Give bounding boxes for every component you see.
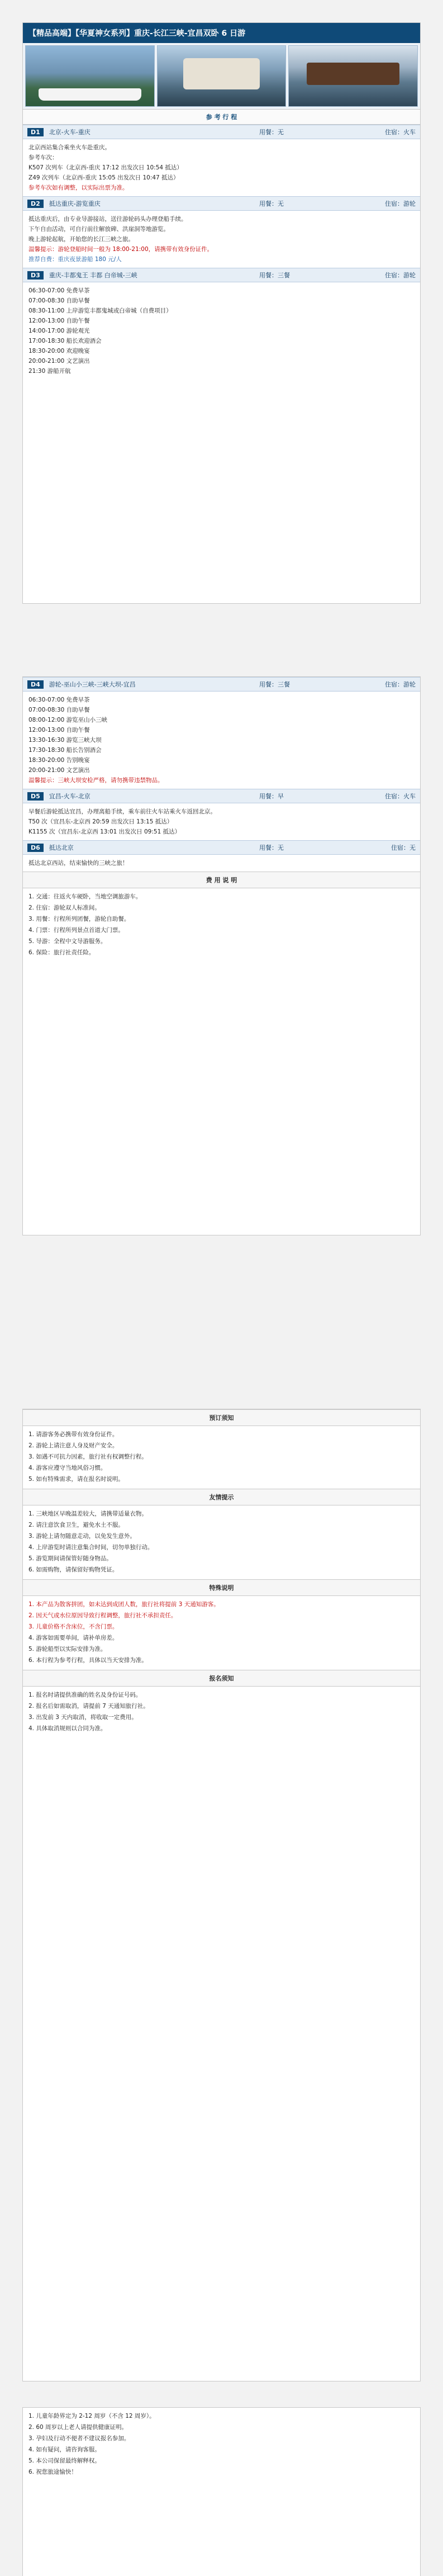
list-item: 5. 游轮船型以实际安排为准。 <box>28 1646 107 1652</box>
day-meal: 用餐：早 <box>259 793 284 800</box>
list-item: 4. 如有疑问，请咨询客服。 <box>28 2446 101 2453</box>
list-item: 3. 儿童价格不含床位，不含门票。 <box>28 1623 118 1630</box>
schedule-line: 08:30-11:00 上岸游览丰都鬼城或白帝城（自费项目） <box>28 307 172 314</box>
list-item: 6. 祝您旅途愉快！ <box>28 2469 77 2475</box>
notice-list <box>23 1426 420 1489</box>
day-bar-d5 <box>23 789 420 803</box>
d4-warning: 温馨提示：三峡大坝安检严格，请勿携带违禁物品。 <box>28 777 164 784</box>
list-item: 6. 本行程为参考行程，具体以当天安排为准。 <box>28 1657 147 1664</box>
schedule-line: 12:00-13:00 自助午餐 <box>28 318 90 324</box>
day-number: D4 <box>27 680 44 689</box>
page-title: 【精品高端】【华夏神女系列】重庆-长江三峡-宜昌双卧 6 日游 <box>23 23 420 43</box>
schedule-line: 18:30-20:00 告别晚宴 <box>28 757 90 764</box>
cruise-photo <box>25 45 155 107</box>
final-list <box>23 2408 420 2482</box>
day-stay: 住宿：火车 <box>385 793 416 800</box>
list-item: 5. 本公司保留最终解释权。 <box>28 2457 101 2464</box>
list-item: 1. 本产品为散客拼团，如未达到成团人数，旅行社将提前 3 天通知游客。 <box>28 1601 220 1608</box>
cost-heading: 费 用 说 明 <box>23 872 420 888</box>
d2-recommend: 推荐自费：重庆夜景游船 180 元/人 <box>28 256 122 263</box>
final-card <box>22 2407 421 2576</box>
day-meal: 用餐：三餐 <box>259 681 290 688</box>
list-item: 4. 上岸游览时请注意集合时间，切勿单独行动。 <box>28 1544 154 1551</box>
d1-train-1: K507 次列车（北京西-重庆 17:12 出发次日 10:54 抵达） <box>28 164 183 171</box>
list-item: 2. 60 周岁以上老人请提供健康证明。 <box>28 2424 128 2431</box>
d1-train-2: Z49 次列车（北京西-重庆 15:05 出发次日 10:47 抵达） <box>28 174 179 181</box>
list-item: 2. 报名后如需取消，请提前 7 天通知旅行社。 <box>28 1703 149 1710</box>
schedule-line: 06:30-07:00 免费早茶 <box>28 697 90 703</box>
day-number: D5 <box>27 792 44 801</box>
schedule-line: 14:00-17:00 游轮观光 <box>28 328 90 334</box>
list-item: 2. 住宿：游轮双人标准间。 <box>28 905 101 911</box>
d4-schedule <box>23 692 420 789</box>
schedule-line: 06:30-07:00 免费早茶 <box>28 287 90 294</box>
d2-warning: 温馨提示：游轮登船时间一般为 18:00-21:00，请携带有效身份证件。 <box>28 246 213 253</box>
list-item: 3. 孕妇及行动不便者不建议报名参加。 <box>28 2435 130 2442</box>
d1-para: 北京西站集合乘坐火车赴重庆。 <box>28 144 111 151</box>
cabin-photo <box>157 45 287 107</box>
day-route: 游轮-巫山小三峡-三峡大坝-宜昌 <box>49 681 136 688</box>
cost-list <box>23 888 420 962</box>
special-list <box>23 1596 420 1670</box>
schedule-line: 07:00-08:30 自助早餐 <box>28 297 90 304</box>
list-item: 2. 因天气或水位原因导致行程调整，旅行社不承担责任。 <box>28 1612 177 1619</box>
day-meal: 用餐：无 <box>259 200 284 207</box>
day-bar-d4 <box>23 677 420 692</box>
day-number: D2 <box>27 200 44 208</box>
day-bar-d3 <box>23 268 420 282</box>
dining-photo <box>288 45 418 107</box>
schedule-line: 13:30-16:30 游览三峡大坝 <box>28 737 102 744</box>
d5-para: 早餐后游轮抵达宜昌，办理离船手续，乘车前往火车站乘火车返回北京。 <box>28 808 216 815</box>
special-heading: 特殊说明 <box>23 1579 420 1596</box>
schedule-line: 20:00-21:00 文艺演出 <box>28 358 90 364</box>
d2-para-1: 抵达重庆后，由专业导游接站，送往游轮码头办理登船手续。 <box>28 216 187 222</box>
d2-text <box>23 211 420 268</box>
list-item: 3. 用餐：行程所列团餐，游轮自助餐。 <box>28 916 130 922</box>
day-route: 抵达北京 <box>49 844 74 851</box>
hero-images <box>23 43 420 109</box>
list-item: 4. 具体取消规则以合同为准。 <box>28 1725 107 1732</box>
list-item: 3. 出发前 3 天内取消，将收取一定费用。 <box>28 1714 137 1721</box>
d6-text <box>23 855 420 872</box>
tips-list <box>23 1505 420 1579</box>
day-number: D1 <box>27 128 44 136</box>
itinerary-heading: 参 考 行 程 <box>23 109 420 125</box>
schedule-line: 21:30 游船开航 <box>28 368 71 375</box>
day-route: 重庆-丰都鬼王 丰都 白帝城-三峡 <box>49 272 137 279</box>
d5-text <box>23 803 420 840</box>
list-item: 1. 三峡地区早晚温差较大，请携带适量衣物。 <box>28 1510 147 1517</box>
list-item: 1. 交通：往返火车硬卧，当地空调旅游车。 <box>28 893 142 900</box>
day-stay: 住宿：游轮 <box>385 272 416 279</box>
list-item: 3. 游轮上请勿随意走动，以免发生意外。 <box>28 1533 136 1540</box>
list-item: 5. 导游：全程中文导游服务。 <box>28 938 107 945</box>
schedule-line: 12:00-13:00 自助午餐 <box>28 727 90 733</box>
list-item: 3. 如遇不可抗力因素，旅行社有权调整行程。 <box>28 1453 147 1460</box>
notice-heading: 预订须知 <box>23 1409 420 1426</box>
schedule-line: 08:00-12:00 游览巫山小三峡 <box>28 717 108 723</box>
list-item: 4. 门票：行程所列景点首道大门票。 <box>28 927 124 934</box>
list-item: 1. 儿童年龄界定为 2-12 周岁（不含 12 周岁）。 <box>28 2413 155 2419</box>
day-route: 北京-火车-重庆 <box>49 129 90 136</box>
day-bar-d6 <box>23 840 420 855</box>
d5-train-1: T50 次（宜昌东-北京西 20:59 出发次日 13:15 抵达） <box>28 818 173 825</box>
tips-heading: 友情提示 <box>23 1489 420 1505</box>
day-stay: 住宿：游轮 <box>385 681 416 688</box>
schedule-line: 18:30-20:00 欢迎晚宴 <box>28 348 90 354</box>
list-item: 1. 请游客务必携带有效身份证件。 <box>28 1431 118 1438</box>
d6-para: 抵达北京西站，结束愉快的三峡之旅！ <box>28 860 128 866</box>
d5-train-2: K1155 次（宜昌东-北京西 13:01 出发次日 09:51 抵达） <box>28 828 181 835</box>
free-list <box>23 1687 420 1738</box>
day-meal: 用餐：无 <box>259 844 284 851</box>
day-route: 抵达重庆-游览重庆 <box>49 200 101 207</box>
day-stay: 住宿：火车 <box>385 129 416 136</box>
schedule-line: 17:00-18:30 船长欢迎酒会 <box>28 338 102 344</box>
day-meal: 用餐：无 <box>259 129 284 136</box>
list-item: 2. 请注意饮食卫生，避免水土不服。 <box>28 1522 124 1528</box>
itinerary-card-1 <box>22 22 421 604</box>
schedule-line: 20:00-21:00 文艺演出 <box>28 767 90 774</box>
notice-card <box>22 1409 421 2381</box>
d1-ref: 参考车次： <box>28 154 58 161</box>
d2-para-2: 下午自由活动，可自行前往解放碑、洪崖洞等地游览。 <box>28 226 169 233</box>
day-stay: 住宿：游轮 <box>385 200 416 207</box>
free-heading: 报名须知 <box>23 1670 420 1687</box>
list-item: 5. 游览期间请保管好随身物品。 <box>28 1555 112 1562</box>
d1-note: 参考车次如有调整，以实际出票为准。 <box>28 184 128 191</box>
day-meal: 用餐：三餐 <box>259 272 290 279</box>
itinerary-card-2 <box>22 676 421 1235</box>
day-bar-d1 <box>23 125 420 139</box>
list-item: 2. 游轮上请注意人身及财产安全。 <box>28 1442 118 1449</box>
d3-schedule <box>23 282 420 380</box>
day-route: 宜昌-火车-北京 <box>49 793 90 800</box>
schedule-line: 07:00-08:30 自助早餐 <box>28 707 90 713</box>
list-item: 1. 报名时请提供准确的姓名及身份证号码。 <box>28 1692 142 1698</box>
schedule-line: 17:30-18:30 船长告别酒会 <box>28 747 102 754</box>
day-stay: 住宿：无 <box>391 844 416 851</box>
d2-para-3: 晚上游轮起航，开始您的长江三峡之旅。 <box>28 236 134 243</box>
list-item: 6. 如需购物，请保留好购物凭证。 <box>28 1566 118 1573</box>
day-number: D6 <box>27 844 44 852</box>
day-bar-d2 <box>23 196 420 211</box>
list-item: 6. 保险：旅行社责任险。 <box>28 949 95 956</box>
list-item: 4. 游客应遵守当地风俗习惯。 <box>28 1465 107 1471</box>
list-item: 5. 如有特殊需求，请在报名时说明。 <box>28 1476 124 1483</box>
d1-text <box>23 139 420 196</box>
list-item: 4. 游客如需要单间，请补单房差。 <box>28 1635 118 1641</box>
day-number: D3 <box>27 271 44 280</box>
